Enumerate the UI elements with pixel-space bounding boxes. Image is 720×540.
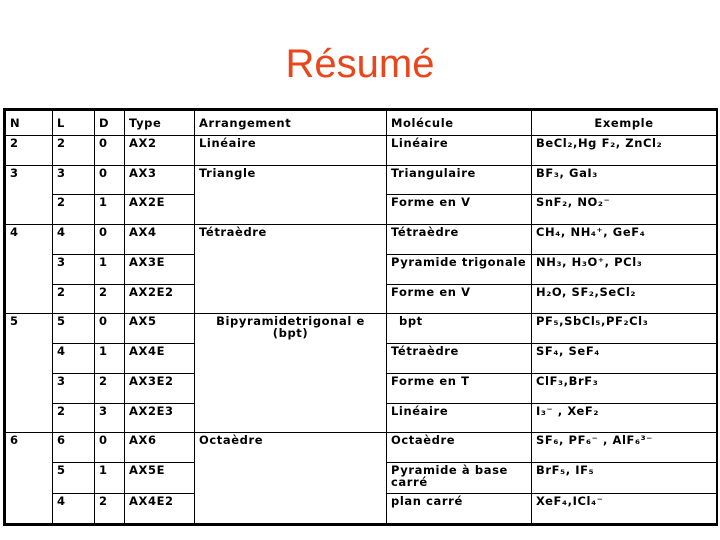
cell-d: 0 xyxy=(95,136,125,166)
header-arrangement: Arrangement xyxy=(195,111,387,136)
cell-arrangement: Bipyramidetrigonal e (bpt) xyxy=(195,314,387,433)
cell-d: 2 xyxy=(95,373,125,403)
cell-n: 2 xyxy=(6,136,53,166)
cell-l: 5 xyxy=(53,314,95,344)
cell-d: 2 xyxy=(95,284,125,314)
cell-l: 4 xyxy=(53,494,95,524)
cell-type: AX2E xyxy=(125,195,195,225)
cell-d: 0 xyxy=(95,225,125,255)
cell-exemple: BF₃, GaI₃ xyxy=(532,165,717,195)
cell-d: 0 xyxy=(95,314,125,344)
cell-exemple: SnF₂, NO₂⁻ xyxy=(532,195,717,225)
header-n: N xyxy=(6,111,53,136)
cell-l: 2 xyxy=(53,136,95,166)
cell-molecule: bpt xyxy=(387,314,532,344)
header-l: L xyxy=(53,111,95,136)
cell-molecule: Octaèdre xyxy=(387,433,532,463)
cell-d: 2 xyxy=(95,494,125,524)
cell-molecule: Pyramide trigonale xyxy=(387,254,532,284)
cell-type: AX3E xyxy=(125,254,195,284)
cell-l: 2 xyxy=(53,195,95,225)
cell-molecule: Triangulaire xyxy=(387,165,532,195)
cell-exemple: I₃⁻ , XeF₂ xyxy=(532,403,717,433)
cell-d: 1 xyxy=(95,344,125,374)
cell-molecule: plan carré xyxy=(387,494,532,524)
cell-type: AX2E3 xyxy=(125,403,195,433)
cell-type: AX2E2 xyxy=(125,284,195,314)
cell-n: 3 xyxy=(6,165,53,224)
cell-d: 0 xyxy=(95,165,125,195)
cell-exemple: NH₃, H₃O⁺, PCl₃ xyxy=(532,254,717,284)
cell-type: AX3E2 xyxy=(125,373,195,403)
cell-type: AX3 xyxy=(125,165,195,195)
cell-arrangement: Triangle xyxy=(195,165,387,224)
cell-type: AX5E xyxy=(125,463,195,494)
cell-l: 3 xyxy=(53,254,95,284)
cell-exemple: BrF₅, IF₅ xyxy=(532,463,717,494)
cell-arrangement: Tétraèdre xyxy=(195,225,387,314)
cell-d: 1 xyxy=(95,463,125,494)
cell-l: 4 xyxy=(53,225,95,255)
cell-exemple: PF₅,SbCl₅,PF₂Cl₃ xyxy=(532,314,717,344)
cell-l: 3 xyxy=(53,373,95,403)
cell-type: AX4E2 xyxy=(125,494,195,524)
cell-arrangement: Linéaire xyxy=(195,136,387,166)
cell-d: 3 xyxy=(95,403,125,433)
table-row xyxy=(6,165,717,195)
cell-molecule: Forme en T xyxy=(387,373,532,403)
cell-d: 1 xyxy=(95,254,125,284)
cell-l: 2 xyxy=(53,284,95,314)
header-exemple: Exemple xyxy=(532,111,717,136)
header-molecule: Molécule xyxy=(387,111,532,136)
cell-molecule: Forme en V xyxy=(387,195,532,225)
cell-molecule: Tétraèdre xyxy=(387,344,532,374)
header-type: Type xyxy=(125,111,195,136)
cell-type: AX4E xyxy=(125,344,195,374)
cell-exemple: SF₄, SeF₄ xyxy=(532,344,717,374)
cell-l: 5 xyxy=(53,463,95,494)
table-row xyxy=(6,225,717,255)
cell-exemple: ClF₃,BrF₃ xyxy=(532,373,717,403)
cell-l: 3 xyxy=(53,165,95,195)
slide-title: Résumé xyxy=(285,42,435,86)
table-row xyxy=(6,314,717,344)
cell-exemple: CH₄, NH₄⁺, GeF₄ xyxy=(532,225,717,255)
table-row xyxy=(6,136,717,166)
cell-d: 0 xyxy=(95,433,125,463)
cell-type: AX5 xyxy=(125,314,195,344)
cell-l: 4 xyxy=(53,344,95,374)
cell-type: AX2 xyxy=(125,136,195,166)
cell-l: 2 xyxy=(53,403,95,433)
header-d: D xyxy=(95,111,125,136)
cell-exemple: SF₆, PF₆⁻ , AlF₆³⁻ xyxy=(532,433,717,463)
cell-molecule: Tétraèdre xyxy=(387,225,532,255)
cell-molecule: Pyramide à base carré xyxy=(387,463,532,494)
table-body xyxy=(6,136,717,524)
cell-exemple: BeCl₂,Hg F₂, ZnCl₂ xyxy=(532,136,717,166)
cell-type: AX6 xyxy=(125,433,195,463)
cell-n: 4 xyxy=(6,225,53,314)
cell-l: 6 xyxy=(53,433,95,463)
cell-n: 5 xyxy=(6,314,53,433)
cell-exemple: XeF₄,ICl₄⁻ xyxy=(532,494,717,524)
cell-molecule: Forme en V xyxy=(387,284,532,314)
cell-n: 6 xyxy=(6,433,53,524)
summary-table-container xyxy=(3,108,718,526)
header-row xyxy=(6,111,717,136)
cell-exemple: H₂O, SF₂,SeCl₂ xyxy=(532,284,717,314)
summary-table xyxy=(5,110,717,524)
cell-d: 1 xyxy=(95,195,125,225)
cell-molecule: Linéaire xyxy=(387,403,532,433)
cell-molecule: Linéaire xyxy=(387,136,532,166)
table-row xyxy=(6,433,717,463)
cell-type: AX4 xyxy=(125,225,195,255)
cell-arrangement: Octaèdre xyxy=(195,433,387,524)
